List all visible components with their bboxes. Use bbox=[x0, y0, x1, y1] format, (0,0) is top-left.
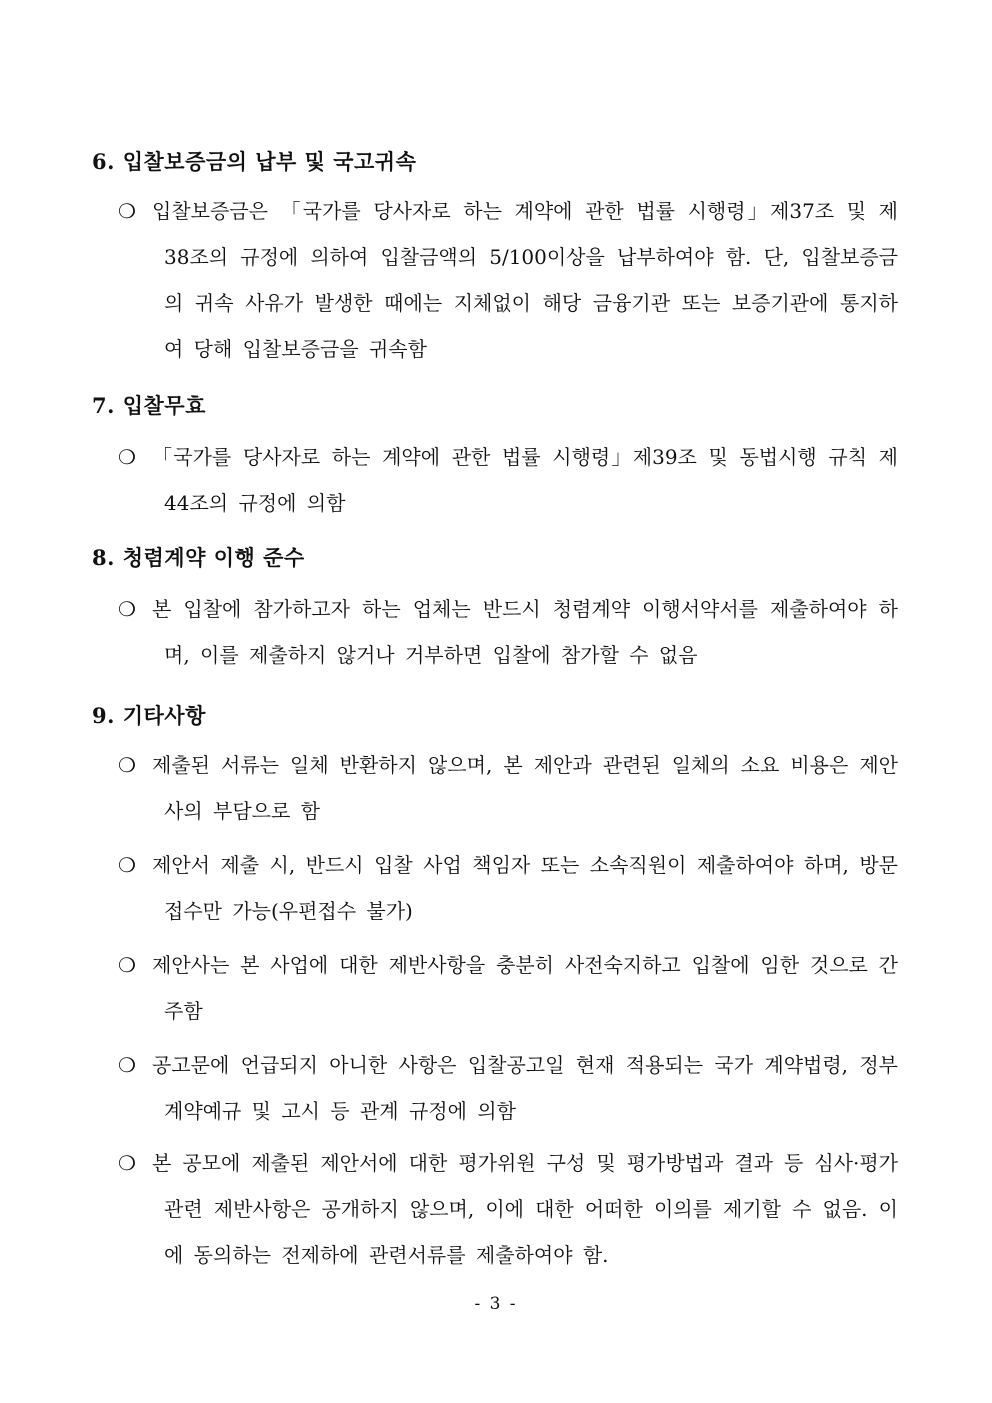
section-title-9: 9. 기타사항 bbox=[92, 703, 206, 728]
page-number: - 3 - bbox=[474, 1294, 518, 1314]
bullet-circle-icon: ❍ bbox=[118, 445, 136, 469]
list-item bbox=[118, 1042, 898, 1134]
list-item-text: 제안서 제출 시, 반드시 입찰 사업 책임자 또는 소속직원이 제출하여야 하며, 방문접수만 가능(우편접수 불가) bbox=[152, 853, 898, 923]
list-item-text: 본 입찰에 참가하고자 하는 업체는 반드시 청렴계약 이행서약서를 제출하여야 하며, 이를 제출하지 않거나 거부하면 입찰에 참가할 수 없음 bbox=[152, 597, 898, 667]
list-item bbox=[118, 1140, 898, 1278]
list-item-text: 제안사는 본 사업에 대한 제반사항을 충분히 사전숙지하고 입찰에 임한 것으로 간주함 bbox=[152, 953, 898, 1023]
section-title-6: 6. 입찰보증금의 납부 및 국고귀속 bbox=[92, 149, 417, 174]
bullet-circle-icon: ❍ bbox=[118, 853, 136, 877]
list-item bbox=[118, 742, 898, 834]
list-item bbox=[118, 842, 898, 934]
list-item bbox=[118, 942, 898, 1034]
list-item bbox=[118, 586, 898, 678]
bullet-circle-icon: ❍ bbox=[118, 1053, 136, 1077]
section-title-7: 7. 입찰무효 bbox=[92, 393, 206, 418]
bullet-circle-icon: ❍ bbox=[118, 199, 136, 223]
bullet-circle-icon: ❍ bbox=[118, 953, 136, 977]
list-item-text: 입찰보증금은 「국가를 당사자로 하는 계약에 관한 법률 시행령」제37조 및 제 38조의 규정에 의하여 입찰금액의 5/100이상을 납부하여야 함. 단, 입찰보증금의 귀속 사유가 발생한 때에는 지체없이 해당 금융기관 또는 보증기관에 통지하여 당해 입찰보증금을 귀속함 bbox=[152, 199, 898, 361]
list-item-text: 본 공모에 제출된 제안서에 대한 평가위원 구성 및 평가방법과 결과 등 심사·평가관련 제반사항은 공개하지 않으며, 이에 대한 어떠한 이의를 제기할 수 없음. 이에 동의하는 전제하에 관련서류를 제출하여야 함. bbox=[152, 1151, 898, 1267]
bullet-circle-icon: ❍ bbox=[118, 753, 136, 777]
list-item-text: 「국가를 당사자로 하는 계약에 관한 법률 시행령」제39조 및 동법시행 규칙 제44조의 규정에 의함 bbox=[152, 445, 898, 515]
bullet-circle-icon: ❍ bbox=[118, 597, 136, 621]
list-item-text: 제출된 서류는 일체 반환하지 않으며, 본 제안과 관련된 일체의 소요 비용은 제안사의 부담으로 함 bbox=[152, 753, 898, 823]
list-item bbox=[118, 434, 898, 526]
list-item bbox=[118, 188, 898, 372]
bullet-circle-icon: ❍ bbox=[118, 1151, 136, 1175]
list-item-text: 공고문에 언급되지 아니한 사항은 입찰공고일 현재 적용되는 국가 계약법령, 정부 계약예규 및 고시 등 관계 규정에 의함 bbox=[152, 1053, 898, 1123]
section-title-8: 8. 청렴계약 이행 준수 bbox=[92, 545, 305, 570]
